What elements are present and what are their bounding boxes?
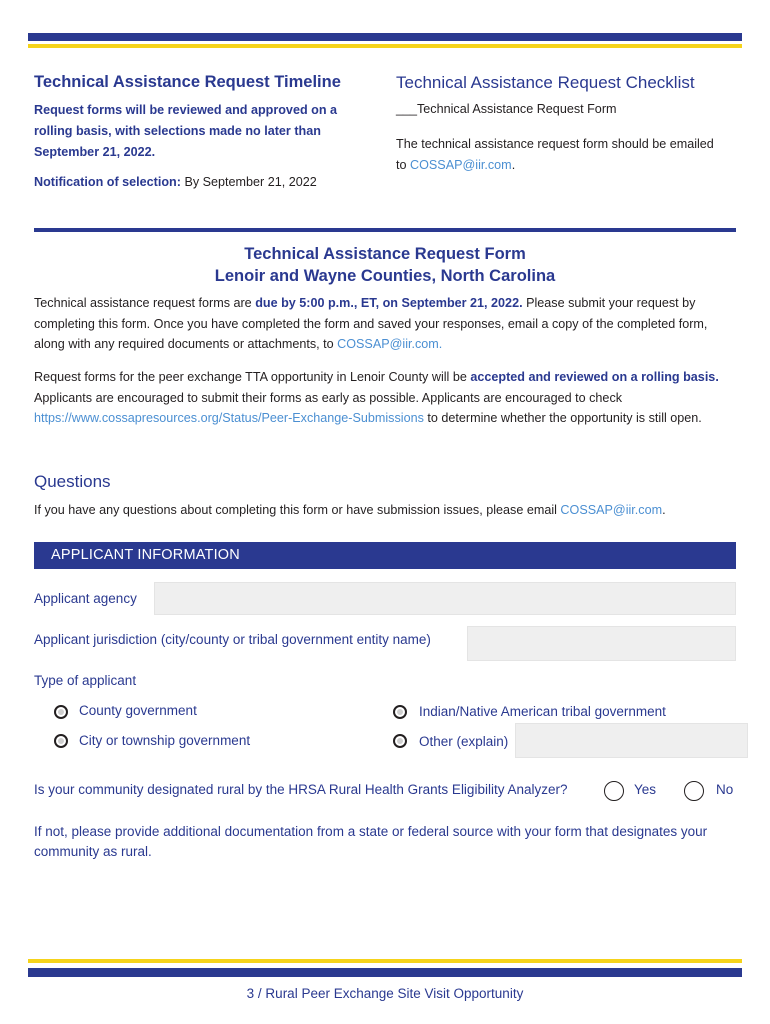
questions-email-link[interactable]: COSSAP@iir.com: [560, 503, 663, 517]
paragraph-deadline: [34, 293, 736, 355]
city-government-radio[interactable]: [54, 734, 68, 748]
timeline-body: Request forms will be reviewed and approved on a rolling basis, with selections made no later than September 21, 2022.: [34, 103, 338, 159]
notification-line: [34, 175, 317, 189]
other-radio[interactable]: [393, 734, 407, 748]
other-explain-field[interactable]: [515, 723, 748, 758]
applicant-section-header: [34, 542, 736, 569]
section-divider: [34, 228, 736, 232]
tribal-government-label: Indian/Native American tribal government: [419, 704, 666, 719]
questions-body: [34, 500, 736, 521]
rural-yes-radio[interactable]: [604, 781, 624, 801]
form-title: [0, 243, 770, 287]
paragraph2-suffix: to determine whether the opportunity is still open.: [427, 411, 702, 425]
questions-body-text: If you have any questions about completing this form or have submission issues, please email: [34, 503, 557, 517]
notification-value: By September 21, 2022: [184, 175, 317, 189]
header-yellow-bar: [28, 44, 742, 48]
checklist-body-suffix: .: [511, 157, 516, 172]
rural-note: If not, please provide additional documentation from a state or federal source with your form that designates your community as rural.: [34, 824, 708, 859]
questions-suffix: .: [662, 503, 666, 517]
type-of-applicant-label: Type of applicant: [34, 673, 137, 688]
paragraph1-deadline: due by 5:00 p.m., ET, on September 21, 2022.: [255, 296, 523, 310]
notification-label: Notification of selection:: [34, 175, 181, 189]
form-title-line1: Technical Assistance Request Form: [244, 245, 526, 263]
form-title-line2: Lenoir and Wayne Counties, North Carolina: [214, 267, 556, 285]
rural-question: Is your community designated rural by the HRSA Rural Health Grants Eligibility Analyzer?: [34, 782, 568, 797]
checklist-email-link[interactable]: COSSAP@iir.com: [410, 157, 512, 172]
jurisdiction-label: Applicant jurisdiction (city/county or tribal government entity name): [34, 632, 431, 647]
paragraph-rolling: [34, 367, 736, 429]
rural-no-radio[interactable]: [684, 781, 704, 801]
agency-field[interactable]: [154, 582, 736, 615]
rural-no-label: No: [716, 782, 734, 797]
header-navy-bar: [28, 33, 742, 41]
timeline-title: Technical Assistance Request Timeline: [34, 73, 341, 91]
city-government-label: City or township government: [79, 733, 251, 748]
rural-yes-label: Yes: [634, 782, 657, 797]
tribal-government-radio[interactable]: [393, 705, 407, 719]
checklist-body: [396, 134, 716, 175]
footer-yellow-bar: [28, 959, 742, 963]
paragraph2-bold: accepted and reviewed on a rolling basis.: [470, 370, 719, 384]
paragraph1-middle: Please submit your request by completing this form. Once you have completed the form and saved your responses, email a copy of the completed form, along with any required documents or attachments, to: [34, 296, 708, 351]
agency-label: Applicant agency: [34, 591, 137, 606]
checklist-item: ___Technical Assistance Request Form: [396, 102, 617, 116]
other-label: Other (explain): [419, 734, 509, 749]
footer-navy-bar: [28, 968, 742, 977]
paragraph1-email-link[interactable]: COSSAP@iir.com.: [337, 337, 443, 351]
county-government-label: County government: [79, 703, 197, 718]
applicant-section-title: APPLICANT INFORMATION: [51, 547, 240, 563]
footer-page-label: 3 / Rural Peer Exchange Site Visit Opportunity: [246, 986, 524, 1001]
checklist-title: Technical Assistance Request Checklist: [396, 73, 695, 92]
jurisdiction-field[interactable]: [467, 626, 736, 661]
county-government-radio[interactable]: [54, 705, 68, 719]
checklist-body-text: The technical assistance request form should be emailed to: [396, 137, 714, 172]
paragraph2-url-link[interactable]: https://www.cossapresources.org/Status/Peer-Exchange-Submissions: [34, 411, 424, 425]
paragraph2-prefix: Request forms for the peer exchange TTA opportunity in Lenoir County will be: [34, 370, 467, 384]
paragraph2-middle: Applicants are encouraged to submit their forms as early as possible. Applicants are encouraged to check: [34, 390, 623, 405]
questions-title: Questions: [34, 472, 111, 491]
paragraph1-prefix: Technical assistance request forms are: [34, 296, 252, 310]
